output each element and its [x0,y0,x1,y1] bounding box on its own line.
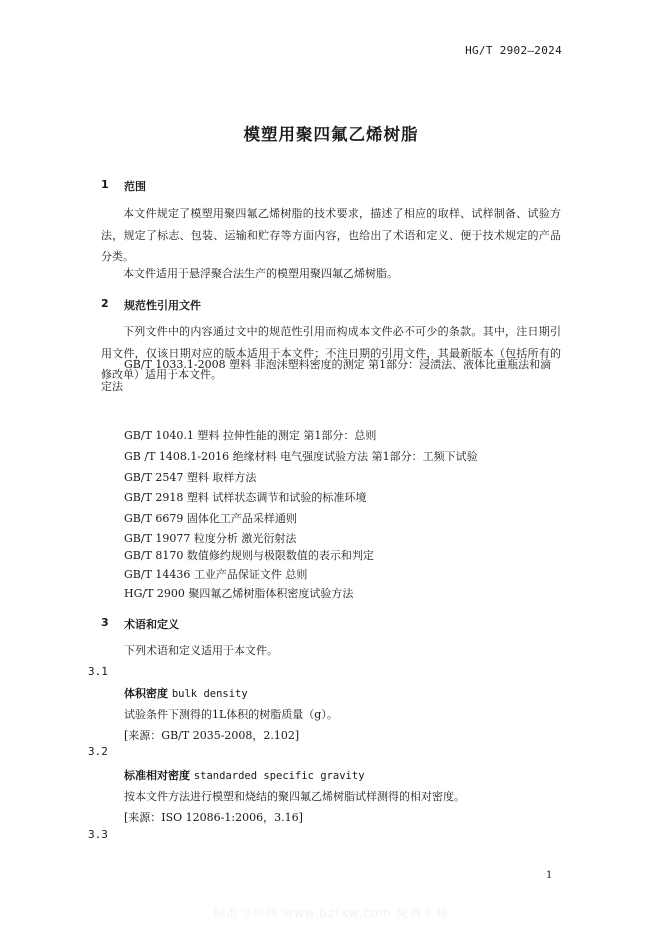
standard-number: HG/T 2902—2024 [465,44,562,57]
page-number: 1 [546,870,553,881]
term-chinese: 标准相对密度 [124,769,190,782]
section-2-heading: 规范性引用文件 [124,299,201,312]
term-source: [来源：ISO 12086-1:2006，3.16] [124,811,303,824]
term-source: [来源：GB/T 2035-2008，2.102] [124,729,300,742]
reference-item: GB/T 2918 塑料 试样状态调节和试验的标准环境 [124,491,367,504]
term-number: 3.3 [88,828,108,841]
section-1-paragraph-1: 本文件规定了模塑用聚四氟乙烯树脂的技术要求，描述了相应的取样、试样制备、试验方法，规定了标志、包装、运输和贮存等方面内容，也给出了术语和定义、便于技术规定的产品分类。 [101,207,561,263]
term-chinese: 体积密度 [124,687,168,700]
reference-item: GB/T 1033.1-2008 塑料 非泡沫塑料密度的测定 第1部分：浸渍法、液体比重瓶法和滴定法 [101,358,552,393]
reference-item: GB/T 2547 塑料 取样方法 [124,471,257,484]
term-heading [124,767,365,783]
reference-item: GB /T 1408.1-2016 绝缘材料 电气强度试验方法 第1部分：工频下试验 [124,450,478,463]
term-definition: 试验条件下测得的1L体积的树脂质量（g）。 [124,708,338,721]
section-3-heading: 术语和定义 [124,618,179,631]
section-2-intro: 下列文件中的内容通过文中的规范性引用而构成本文件必不可少的条款。其中，注日期引用文件，仅该日期对应的版本适用于本文件；不注日期的引用文件，其最新版本（包括所有的修改单）适用于本文件。 [101,325,561,381]
reference-item: GB/T 19077 粒度分析 激光衍射法 [124,532,297,545]
section-2-number: 2 [101,297,109,310]
term-english: bulk density [171,688,248,700]
reference-item: GB/T 8170 数值修约规则与极限数值的表示和判定 [124,549,374,562]
term-number: 3.2 [88,745,108,758]
section-3-number: 3 [101,616,109,629]
watermark: 标准分享网 www.bzfxw.com 免费下载 [213,906,449,920]
term-definition: 按本文件方法进行模塑和烧结的聚四氟乙烯树脂试样测得的相对密度。 [124,790,465,803]
term-number: 3.1 [88,665,108,678]
document-title: 模塑用聚四氟乙烯树脂 [243,125,419,144]
section-1-paragraph-2: 本文件适用于悬浮聚合法生产的模塑用聚四氟乙烯树脂。 [123,267,398,280]
reference-item: GB/T 14436 工业产品保证文件 总则 [124,568,308,581]
term-english: standarded specific gravity [193,770,365,782]
section-3-intro: 下列术语和定义适用于本文件。 [124,644,278,657]
reference-item: GB/T 6679 固体化工产品采样通则 [124,512,297,525]
reference-item: GB/T 1040.1 塑料 拉伸性能的测定 第1部分：总则 [124,429,377,442]
reference-item: HG/T 2900 聚四氟乙烯树脂体积密度试验方法 [124,587,354,600]
term-heading [124,685,248,701]
section-1-number: 1 [101,178,109,191]
section-1-heading: 范围 [124,180,146,193]
